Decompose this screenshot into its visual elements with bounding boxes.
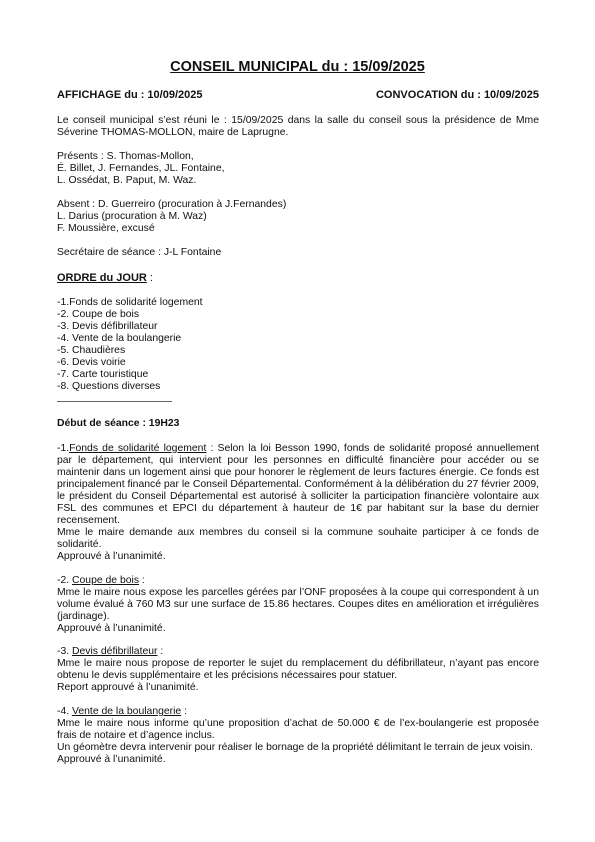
agenda-title-suffix: : — [146, 272, 153, 284]
section-1 — [57, 443, 539, 563]
absents-line: L. Darius (procuration à M. Waz) — [57, 211, 207, 222]
section-1-text2: Mme le maire demande aux membres du conseil si la commune souhaite participer à ce fonds de solidarité. — [57, 527, 539, 550]
secretaire-line: Secrétaire de séance : J-L Fontaine — [57, 247, 222, 258]
section-4 — [57, 706, 539, 766]
agenda-item: -2. Coupe de bois — [57, 309, 140, 320]
section-2-result: Approuvé à l’unanimité. — [57, 623, 166, 634]
section-3-text: Mme le maire nous propose de reporter le sujet du remplacement du défibrillateur, n’ayant pas encore obtenu le devis supplémentaire et les précisions nécessaires pour statuer. — [57, 658, 539, 681]
agenda-item: -8. Questions diverses — [57, 381, 161, 392]
section-3-heading: Devis défibrillateur — [72, 646, 158, 657]
agenda-heading — [57, 272, 539, 284]
agenda-title: ORDRE du JOUR — [57, 272, 147, 284]
section-2-suffix: : — [139, 575, 145, 586]
convocation-date: CONVOCATION du : 10/09/2025 — [375, 89, 539, 101]
section-4-title-line — [57, 706, 539, 718]
affichage-date: AFFICHAGE du : 10/09/2025 — [57, 89, 203, 101]
section-4-text: Mme le maire nous informe qu’une proposition d’achat de 50.000 € de l’ex-boulangerie est proposée frais de notaire et d’agence inclus. — [57, 718, 539, 741]
section-4-suffix: : — [181, 706, 187, 717]
section-4-prefix: -4. — [57, 706, 73, 717]
agenda-list — [57, 297, 539, 393]
section-2-text: Mme le maire nous expose les parcelles gérées par l’ONF proposées à la coupe qui correspondent à un volume évalué à 760 M3 sur une surface de 15.86 hectares. Coupes dites en amélioration et irrégulières (jardinage). — [57, 587, 539, 622]
section-4-text2: Un géomètre devra intervenir pour réaliser le bornage de la propriété délimitant le terrain de jeux voisin. — [57, 742, 533, 753]
section-1-result: Approuvé à l’unanimité. — [57, 551, 166, 562]
presents-line: L. Ossédat, B. Paput, M. Waz. — [57, 175, 197, 186]
presents-line: É. Billet, J. Fernandes, JL. Fontaine, — [57, 163, 225, 174]
absents-line: Absent : D. Guerreiro (procuration à J.Fernandes) — [57, 199, 287, 210]
section-1-heading: Fonds de solidarité logement — [69, 443, 207, 454]
section-2-prefix: -2. — [57, 575, 73, 586]
agenda-item: -1.Fonds de solidarité logement — [57, 297, 203, 308]
section-4-result: Approuvé à l’unanimité. — [57, 754, 166, 765]
intro-paragraph: Le conseil municipal s’est réuni le : 15/09/2025 dans la salle du conseil sous la présidence de Mme Séverine THOMAS-MOLLON, maire de Laprugne. — [57, 115, 539, 138]
section-3-suffix: : — [157, 646, 164, 657]
agenda-item: -3. Devis défibrillateur — [57, 321, 158, 332]
presents-list — [57, 151, 539, 187]
section-3-title-line — [57, 646, 539, 658]
section-1-prefix: -1. — [57, 443, 70, 454]
agenda-item: -5. Chaudières — [57, 345, 126, 356]
separator-line — [57, 401, 172, 402]
page-title: CONSEIL MUNICIPAL du : 15/09/2025 — [170, 59, 425, 75]
absents-list — [57, 199, 539, 235]
agenda-item: -7. Carte touristique — [57, 369, 149, 380]
seance-start: Début de séance : 19H23 — [57, 418, 180, 429]
agenda-item: -6. Devis voirie — [57, 357, 126, 368]
section-2 — [57, 575, 539, 635]
section-1-body — [57, 443, 539, 527]
section-3 — [57, 646, 539, 694]
section-3-prefix: -3. — [57, 646, 73, 657]
section-4-heading: Vente de la boulangerie — [72, 706, 182, 717]
section-3-result: Report approuvé à l’unanimité. — [57, 682, 199, 693]
agenda-item: -4. Vente de la boulangerie — [57, 333, 182, 344]
section-1-text: : Selon la loi Besson 1990, fonds de solidarité proposé annuellement par le département, qui intervient pour les personnes en difficulté financière pour accéder ou se maintenir dans un logement ainsi que pour honorer le règlement de leurs factures énergie. Ce fonds est principalement financé par le Conseil Départemental. Conformément à la délibération du 27 février 2009, le président du Conseil Départemental est autorisé à solliciter la participation financière volontaire aux FSL des communes et EPCI du département à hauteur de 1€ par habitant sur la base du dernier recensement. — [57, 443, 540, 526]
section-2-title-line — [57, 575, 539, 587]
presents-line: Présents : S. Thomas-Mollon, — [57, 151, 194, 162]
absents-line: F. Moussière, excusé — [57, 223, 155, 234]
section-2-heading: Coupe de bois — [72, 575, 140, 586]
